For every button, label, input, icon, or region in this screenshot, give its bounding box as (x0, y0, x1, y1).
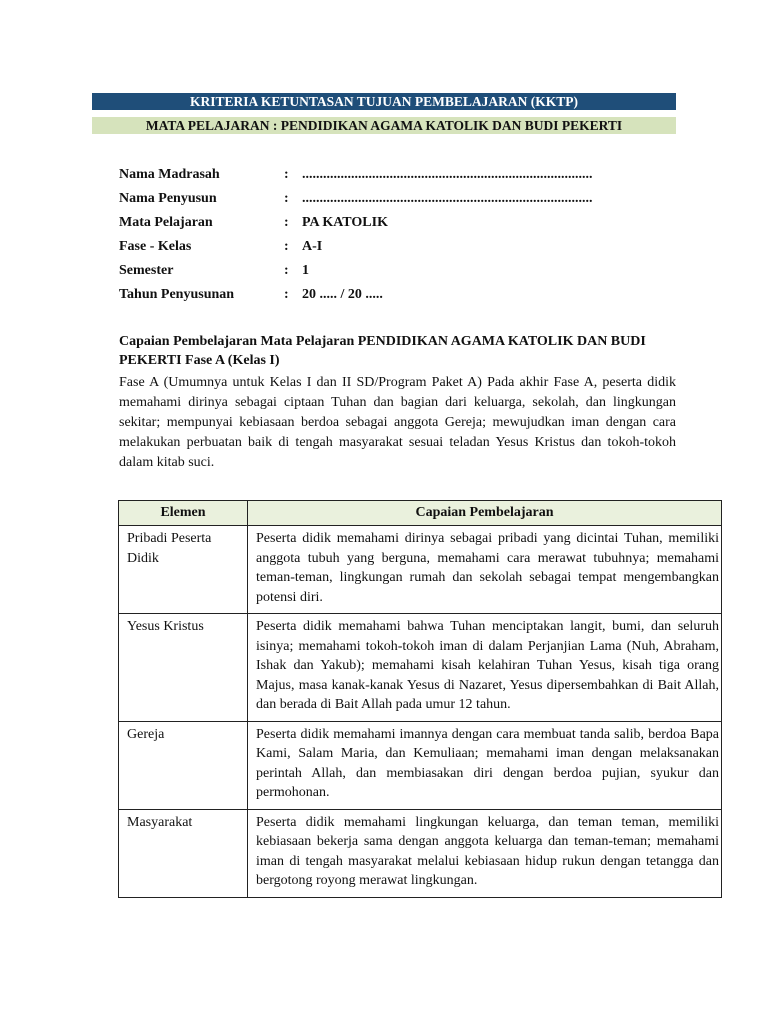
info-colon: : (284, 215, 289, 230)
info-colon: : (284, 239, 289, 254)
info-row-semester (119, 259, 679, 283)
info-row-nama-penyusun (119, 187, 679, 211)
info-row-nama-madrasah (119, 163, 679, 187)
table-row (119, 721, 722, 809)
table-row (119, 809, 722, 897)
info-label: Semester (119, 263, 174, 278)
table-row (119, 614, 722, 722)
elemen-cell: Masyarakat (119, 809, 248, 897)
elemen-cell: Yesus Kristus (119, 614, 248, 722)
subject-banner: MATA PELAJARAN : PENDIDIKAN AGAMA KATOLIK DAN BUDI PEKERTI (92, 117, 676, 134)
table-row (119, 526, 722, 614)
info-value: ................................................................................... (302, 191, 593, 206)
info-label: Nama Penyusun (119, 191, 217, 206)
capaian-cell: Peserta didik memahami lingkungan keluarga, dan teman teman, memiliki kebiasaan bekerja sama dengan anggota keluarga dan teman-teman; memahami iman di tengah masyarakat melalui kebiasaan hidup rukun dengan tetangga dan bergotong royong merawat lingkungan. (248, 809, 722, 897)
document-title: KRITERIA KETUNTASAN TUJUAN PEMBELAJARAN (KKTP) (92, 93, 676, 110)
info-label: Nama Madrasah (119, 167, 220, 182)
info-row-mata-pelajaran (119, 211, 679, 235)
info-label: Fase - Kelas (119, 239, 192, 254)
info-row-fase-kelas (119, 235, 679, 259)
info-value: 20 ..... / 20 ..... (302, 287, 383, 302)
info-label: Mata Pelajaran (119, 215, 213, 230)
info-colon: : (284, 191, 289, 206)
info-value: ................................................................................... (302, 167, 593, 182)
info-colon: : (284, 167, 289, 182)
capaian-paragraph: Fase A (Umumnya untuk Kelas I dan II SD/Program Paket A) Pada akhir Fase A, peserta didik memahami dirinya sebagai ciptaan Tuhan dan bagian dari keluarga, sekolah, dan lingkungan sekitar; mempunyai kebiasaan berdoa sebagai anggota Gereja; mewujudkan iman dengan cara melakukan perbuatan baik di tengah masyarakat sesuai teladan Yesus Kristus dan tokoh-tokoh dalam kitab suci. (119, 375, 676, 470)
identity-info (119, 163, 679, 307)
capaian-cell: Peserta didik memahami bahwa Tuhan menciptakan langit, bumi, dan seluruh isinya; memahami tokoh-tokoh iman di dalam Perjanjian Lama (Nuh, Abraham, Ishak dan Yakub); memahami kisah kelahiran Tuhan Yesus, kisah tiga orang Majus, masa kanak-kanak Yesus di Nazaret, Yesus dipersembahkan di Bait Allah, dan berada di Bait Allah pada umur 12 tahun. (248, 614, 722, 722)
info-label: Tahun Penyusunan (119, 287, 235, 302)
elemen-cell: Gereja (119, 721, 248, 809)
table-header-row (119, 501, 722, 526)
capaian-title: Capaian Pembelajaran Mata Pelajaran PENDIDIKAN AGAMA KATOLIK DAN BUDI PEKERTI Fase A (Kelas I) (119, 334, 646, 368)
info-row-tahun-penyusunan (119, 283, 679, 307)
header-capaian: Capaian Pembelajaran (248, 501, 722, 526)
info-value: PA KATOLIK (302, 215, 388, 230)
info-colon: : (284, 263, 289, 278)
info-colon: : (284, 287, 289, 302)
capaian-table (118, 500, 722, 898)
capaian-cell: Peserta didik memahami dirinya sebagai pribadi yang dicintai Tuhan, memiliki anggota tubuh yang berguna, memahami cara merawat tubuhnya; memahami teman-teman, lingkungan rumah dan sekolah sebagai tempat mengembangkan potensi diri. (248, 526, 722, 614)
info-value: 1 (302, 263, 309, 278)
info-value: A-I (302, 239, 323, 254)
header-elemen: Elemen (119, 501, 248, 526)
elemen-cell: Pribadi Peserta Didik (119, 526, 248, 614)
capaian-cell: Peserta didik memahami imannya dengan cara membuat tanda salib, berdoa Bapa Kami, Salam Maria, dan Kemuliaan; memahami iman dengan melaksanakan perintah Allah, dan membiasakan diri dengan berdoa pujian, syukur dan permohonan. (248, 721, 722, 809)
